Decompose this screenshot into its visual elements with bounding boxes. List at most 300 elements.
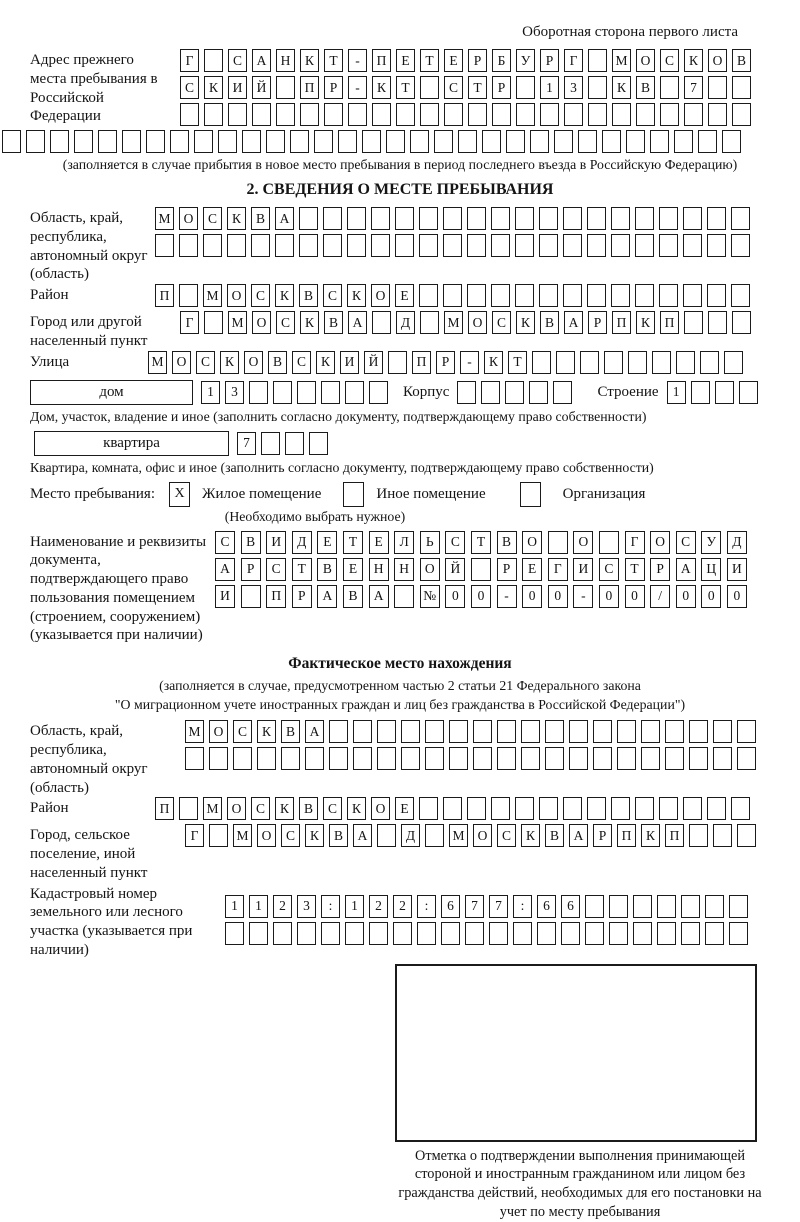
char-box[interactable]: 0 xyxy=(625,585,645,608)
char-box[interactable] xyxy=(467,207,486,230)
char-box[interactable] xyxy=(516,103,535,126)
char-box[interactable] xyxy=(345,922,364,945)
char-box[interactable]: А xyxy=(369,585,389,608)
char-box[interactable] xyxy=(309,432,328,455)
char-box[interactable] xyxy=(684,103,703,126)
char-box[interactable] xyxy=(585,922,604,945)
char-box[interactable]: А xyxy=(353,824,372,847)
char-box[interactable]: Р xyxy=(292,585,312,608)
char-box[interactable] xyxy=(713,747,732,770)
char-box[interactable] xyxy=(417,922,436,945)
char-box[interactable]: Р xyxy=(540,49,559,72)
char-box[interactable] xyxy=(521,747,540,770)
char-box[interactable]: Т xyxy=(625,558,645,581)
char-box[interactable] xyxy=(467,797,486,820)
char-box[interactable] xyxy=(732,103,751,126)
char-box[interactable] xyxy=(635,284,654,307)
char-box[interactable] xyxy=(275,234,294,257)
char-box[interactable]: В xyxy=(329,824,348,847)
char-box[interactable] xyxy=(170,130,189,153)
char-box[interactable]: С xyxy=(233,720,252,743)
char-box[interactable] xyxy=(731,207,750,230)
char-box[interactable]: О xyxy=(227,284,246,307)
char-box[interactable]: Г xyxy=(564,49,583,72)
char-box[interactable]: Р xyxy=(593,824,612,847)
char-box[interactable]: О xyxy=(252,311,271,334)
char-box[interactable] xyxy=(705,922,724,945)
char-box[interactable]: Й xyxy=(364,351,383,374)
char-box[interactable] xyxy=(578,130,597,153)
char-box[interactable]: А xyxy=(569,824,588,847)
char-box[interactable]: К xyxy=(641,824,660,847)
char-box[interactable]: А xyxy=(317,585,337,608)
checkbox-organizatsiya[interactable] xyxy=(520,482,541,507)
char-box[interactable]: К xyxy=(372,76,391,99)
char-box[interactable]: О xyxy=(257,824,276,847)
char-box[interactable] xyxy=(491,284,510,307)
char-box[interactable]: В xyxy=(281,720,300,743)
char-box[interactable] xyxy=(347,234,366,257)
char-box[interactable]: О xyxy=(371,284,390,307)
char-box[interactable]: О xyxy=(636,49,655,72)
char-box[interactable]: И xyxy=(215,585,235,608)
char-box[interactable] xyxy=(420,103,439,126)
char-box[interactable]: С xyxy=(266,558,286,581)
char-box[interactable] xyxy=(691,381,710,404)
char-box[interactable]: С xyxy=(444,76,463,99)
char-box[interactable] xyxy=(585,895,604,918)
char-box[interactable]: П xyxy=(266,585,286,608)
char-box[interactable] xyxy=(273,381,292,404)
char-box[interactable] xyxy=(396,103,415,126)
char-box[interactable] xyxy=(593,747,612,770)
char-box[interactable] xyxy=(529,381,548,404)
char-box[interactable] xyxy=(617,720,636,743)
char-box[interactable] xyxy=(204,103,223,126)
char-box[interactable] xyxy=(371,207,390,230)
char-box[interactable] xyxy=(537,922,556,945)
char-box[interactable] xyxy=(539,797,558,820)
char-box[interactable] xyxy=(588,103,607,126)
char-box[interactable]: Р xyxy=(468,49,487,72)
char-box[interactable] xyxy=(203,234,222,257)
char-box[interactable] xyxy=(545,747,564,770)
char-box[interactable] xyxy=(611,797,630,820)
char-box[interactable] xyxy=(588,76,607,99)
char-box[interactable] xyxy=(314,130,333,153)
char-box[interactable] xyxy=(554,130,573,153)
char-box[interactable] xyxy=(194,130,213,153)
char-box[interactable] xyxy=(635,797,654,820)
char-box[interactable] xyxy=(657,895,676,918)
char-box[interactable]: К xyxy=(347,797,366,820)
char-box[interactable] xyxy=(377,747,396,770)
char-box[interactable] xyxy=(713,824,732,847)
char-box[interactable] xyxy=(724,351,743,374)
char-box[interactable] xyxy=(683,797,702,820)
char-box[interactable]: М xyxy=(203,797,222,820)
char-box[interactable] xyxy=(393,922,412,945)
char-box[interactable]: С xyxy=(292,351,311,374)
char-box[interactable]: Е xyxy=(317,531,337,554)
char-box[interactable]: С xyxy=(497,824,516,847)
char-box[interactable] xyxy=(419,207,438,230)
char-box[interactable] xyxy=(556,351,575,374)
char-box[interactable] xyxy=(635,207,654,230)
char-box[interactable] xyxy=(659,234,678,257)
char-box[interactable] xyxy=(297,922,316,945)
char-box[interactable] xyxy=(467,234,486,257)
char-box[interactable] xyxy=(707,207,726,230)
char-box[interactable]: Д xyxy=(292,531,312,554)
char-box[interactable] xyxy=(482,130,501,153)
char-box[interactable]: О xyxy=(573,531,593,554)
char-box[interactable]: О xyxy=(179,207,198,230)
char-box[interactable]: Ц xyxy=(701,558,721,581)
char-box[interactable]: 1 xyxy=(201,381,220,404)
char-box[interactable] xyxy=(489,922,508,945)
char-box[interactable]: 1 xyxy=(249,895,268,918)
char-box[interactable]: Г xyxy=(625,531,645,554)
char-box[interactable] xyxy=(732,311,751,334)
char-box[interactable] xyxy=(641,720,660,743)
char-box[interactable] xyxy=(569,747,588,770)
char-box[interactable] xyxy=(513,922,532,945)
char-box[interactable] xyxy=(377,824,396,847)
char-box[interactable] xyxy=(729,895,748,918)
char-box[interactable]: : xyxy=(417,895,436,918)
char-box[interactable] xyxy=(587,234,606,257)
char-box[interactable] xyxy=(233,747,252,770)
char-box[interactable] xyxy=(395,234,414,257)
char-box[interactable]: Й xyxy=(252,76,271,99)
char-box[interactable]: М xyxy=(203,284,222,307)
char-box[interactable] xyxy=(530,130,549,153)
char-box[interactable] xyxy=(297,381,316,404)
char-box[interactable] xyxy=(249,922,268,945)
char-box[interactable] xyxy=(660,103,679,126)
char-box[interactable] xyxy=(689,720,708,743)
char-box[interactable] xyxy=(689,824,708,847)
char-box[interactable]: 3 xyxy=(564,76,583,99)
char-box[interactable]: Р xyxy=(492,76,511,99)
char-box[interactable] xyxy=(471,558,491,581)
char-box[interactable] xyxy=(652,351,671,374)
char-box[interactable] xyxy=(707,797,726,820)
char-box[interactable] xyxy=(497,720,516,743)
char-box[interactable] xyxy=(553,381,572,404)
char-box[interactable] xyxy=(372,103,391,126)
char-box[interactable]: Н xyxy=(276,49,295,72)
char-box[interactable] xyxy=(515,797,534,820)
char-box[interactable] xyxy=(731,797,750,820)
char-box[interactable]: У xyxy=(516,49,535,72)
char-box[interactable] xyxy=(338,130,357,153)
char-box[interactable]: В xyxy=(324,311,343,334)
char-box[interactable]: Т xyxy=(343,531,363,554)
char-box[interactable] xyxy=(434,130,453,153)
char-box[interactable] xyxy=(179,234,198,257)
char-box[interactable]: А xyxy=(215,558,235,581)
char-box[interactable] xyxy=(98,130,117,153)
char-box[interactable] xyxy=(353,747,372,770)
char-box[interactable] xyxy=(564,103,583,126)
char-box[interactable] xyxy=(689,747,708,770)
char-box[interactable] xyxy=(515,207,534,230)
char-box[interactable]: С xyxy=(215,531,235,554)
char-box[interactable] xyxy=(587,797,606,820)
char-box[interactable]: / xyxy=(650,585,670,608)
char-box[interactable]: К xyxy=(316,351,335,374)
char-box[interactable]: 0 xyxy=(599,585,619,608)
char-box[interactable] xyxy=(252,103,271,126)
char-box[interactable] xyxy=(204,311,223,334)
char-box[interactable] xyxy=(74,130,93,153)
char-box[interactable] xyxy=(548,531,568,554)
char-box[interactable] xyxy=(657,922,676,945)
char-box[interactable] xyxy=(443,284,462,307)
char-box[interactable]: П xyxy=(660,311,679,334)
char-box[interactable]: О xyxy=(473,824,492,847)
char-box[interactable]: П xyxy=(612,311,631,334)
char-box[interactable] xyxy=(737,824,756,847)
char-box[interactable] xyxy=(705,895,724,918)
char-box[interactable] xyxy=(249,381,268,404)
char-box[interactable] xyxy=(521,720,540,743)
char-box[interactable] xyxy=(321,922,340,945)
char-box[interactable]: Т xyxy=(420,49,439,72)
char-box[interactable]: И xyxy=(228,76,247,99)
char-box[interactable] xyxy=(209,824,228,847)
char-box[interactable]: И xyxy=(266,531,286,554)
char-box[interactable] xyxy=(443,207,462,230)
char-box[interactable]: - xyxy=(348,49,367,72)
char-box[interactable] xyxy=(443,797,462,820)
char-box[interactable]: С xyxy=(281,824,300,847)
char-box[interactable]: О xyxy=(522,531,542,554)
char-box[interactable] xyxy=(626,130,645,153)
char-box[interactable]: М xyxy=(449,824,468,847)
char-box[interactable]: С xyxy=(445,531,465,554)
char-box[interactable] xyxy=(515,234,534,257)
char-box[interactable]: Т xyxy=(396,76,415,99)
char-box[interactable] xyxy=(285,432,304,455)
char-box[interactable]: К xyxy=(275,284,294,307)
char-box[interactable] xyxy=(323,234,342,257)
char-box[interactable] xyxy=(468,103,487,126)
char-box[interactable]: П xyxy=(155,284,174,307)
char-box[interactable]: К xyxy=(300,49,319,72)
char-box[interactable]: С xyxy=(276,311,295,334)
char-box[interactable]: Т xyxy=(508,351,527,374)
char-box[interactable] xyxy=(491,797,510,820)
char-box[interactable]: В xyxy=(268,351,287,374)
checkbox-inoe[interactable] xyxy=(343,482,364,507)
char-box[interactable] xyxy=(599,531,619,554)
char-box[interactable] xyxy=(388,351,407,374)
char-box[interactable]: В xyxy=(540,311,559,334)
char-box[interactable]: М xyxy=(228,311,247,334)
char-box[interactable] xyxy=(348,103,367,126)
char-box[interactable] xyxy=(713,720,732,743)
char-box[interactable] xyxy=(449,720,468,743)
char-box[interactable]: О xyxy=(468,311,487,334)
char-box[interactable] xyxy=(394,585,414,608)
char-box[interactable] xyxy=(419,234,438,257)
char-box[interactable]: С xyxy=(251,797,270,820)
char-box[interactable] xyxy=(491,234,510,257)
char-box[interactable] xyxy=(708,76,727,99)
char-box[interactable] xyxy=(681,895,700,918)
char-box[interactable]: 1 xyxy=(540,76,559,99)
char-box[interactable] xyxy=(593,720,612,743)
char-box[interactable] xyxy=(305,747,324,770)
char-box[interactable]: М xyxy=(233,824,252,847)
char-box[interactable] xyxy=(443,234,462,257)
char-box[interactable]: Г xyxy=(548,558,568,581)
char-box[interactable] xyxy=(2,130,21,153)
char-box[interactable] xyxy=(737,747,756,770)
char-box[interactable]: 6 xyxy=(561,895,580,918)
char-box[interactable] xyxy=(281,747,300,770)
char-box[interactable]: Д xyxy=(727,531,747,554)
char-box[interactable] xyxy=(323,207,342,230)
char-box[interactable] xyxy=(122,130,141,153)
char-box[interactable] xyxy=(155,234,174,257)
char-box[interactable]: Т xyxy=(324,49,343,72)
char-box[interactable] xyxy=(185,747,204,770)
char-box[interactable]: 7 xyxy=(237,432,256,455)
char-box[interactable]: Н xyxy=(369,558,389,581)
char-box[interactable] xyxy=(588,49,607,72)
char-box[interactable]: 3 xyxy=(297,895,316,918)
char-box[interactable]: П xyxy=(155,797,174,820)
char-box[interactable] xyxy=(683,207,702,230)
char-box[interactable] xyxy=(737,720,756,743)
char-box[interactable] xyxy=(611,234,630,257)
char-box[interactable]: Р xyxy=(588,311,607,334)
char-box[interactable]: Е xyxy=(444,49,463,72)
char-box[interactable]: Р xyxy=(436,351,455,374)
char-box[interactable]: - xyxy=(497,585,517,608)
char-box[interactable]: В xyxy=(299,284,318,307)
char-box[interactable]: П xyxy=(617,824,636,847)
char-box[interactable]: № xyxy=(420,585,440,608)
char-box[interactable] xyxy=(739,381,758,404)
char-box[interactable] xyxy=(604,351,623,374)
char-box[interactable]: : xyxy=(321,895,340,918)
char-box[interactable] xyxy=(665,720,684,743)
char-box[interactable] xyxy=(633,895,652,918)
char-box[interactable]: Г xyxy=(180,49,199,72)
char-box[interactable] xyxy=(491,207,510,230)
char-box[interactable]: В xyxy=(497,531,517,554)
char-box[interactable] xyxy=(532,351,551,374)
char-box[interactable]: : xyxy=(513,895,532,918)
char-box[interactable] xyxy=(611,207,630,230)
char-box[interactable]: Ь xyxy=(420,531,440,554)
char-box[interactable] xyxy=(362,130,381,153)
char-box[interactable] xyxy=(587,207,606,230)
char-box[interactable]: Р xyxy=(241,558,261,581)
char-box[interactable]: К xyxy=(275,797,294,820)
char-box[interactable]: О xyxy=(650,531,670,554)
char-box[interactable]: О xyxy=(227,797,246,820)
char-box[interactable]: А xyxy=(564,311,583,334)
char-box[interactable]: Т xyxy=(468,76,487,99)
char-box[interactable]: К xyxy=(484,351,503,374)
char-box[interactable] xyxy=(425,747,444,770)
char-box[interactable]: 0 xyxy=(676,585,696,608)
char-box[interactable] xyxy=(218,130,237,153)
char-box[interactable]: - xyxy=(460,351,479,374)
char-box[interactable] xyxy=(204,49,223,72)
char-box[interactable]: А xyxy=(348,311,367,334)
char-box[interactable] xyxy=(708,311,727,334)
char-box[interactable] xyxy=(386,130,405,153)
char-box[interactable]: В xyxy=(299,797,318,820)
char-box[interactable]: И xyxy=(573,558,593,581)
char-box[interactable]: 2 xyxy=(273,895,292,918)
char-box[interactable] xyxy=(242,130,261,153)
char-box[interactable] xyxy=(602,130,621,153)
char-box[interactable]: Р xyxy=(324,76,343,99)
char-box[interactable] xyxy=(561,922,580,945)
char-box[interactable] xyxy=(419,797,438,820)
char-box[interactable] xyxy=(563,797,582,820)
char-box[interactable]: О xyxy=(371,797,390,820)
char-box[interactable]: Е xyxy=(369,531,389,554)
char-box[interactable] xyxy=(425,720,444,743)
char-box[interactable]: Й xyxy=(445,558,465,581)
char-box[interactable] xyxy=(257,747,276,770)
char-box[interactable]: Е xyxy=(395,284,414,307)
char-box[interactable] xyxy=(457,381,476,404)
char-box[interactable] xyxy=(467,284,486,307)
char-box[interactable] xyxy=(372,311,391,334)
char-box[interactable] xyxy=(473,747,492,770)
char-box[interactable] xyxy=(707,284,726,307)
char-box[interactable]: К xyxy=(257,720,276,743)
char-box[interactable] xyxy=(420,311,439,334)
char-box[interactable]: С xyxy=(180,76,199,99)
char-box[interactable]: С xyxy=(660,49,679,72)
char-box[interactable]: Д xyxy=(396,311,415,334)
char-box[interactable] xyxy=(665,747,684,770)
char-box[interactable]: Е xyxy=(522,558,542,581)
char-box[interactable] xyxy=(708,103,727,126)
char-box[interactable]: 6 xyxy=(537,895,556,918)
char-box[interactable]: Д xyxy=(401,824,420,847)
char-box[interactable] xyxy=(683,284,702,307)
char-box[interactable] xyxy=(419,284,438,307)
char-box[interactable]: В xyxy=(636,76,655,99)
char-box[interactable]: В xyxy=(343,585,363,608)
char-box[interactable] xyxy=(401,720,420,743)
char-box[interactable]: М xyxy=(185,720,204,743)
char-box[interactable]: В xyxy=(732,49,751,72)
char-box[interactable]: С xyxy=(676,531,696,554)
char-box[interactable] xyxy=(563,284,582,307)
char-box[interactable]: К xyxy=(347,284,366,307)
char-box[interactable] xyxy=(371,234,390,257)
char-box[interactable] xyxy=(612,103,631,126)
char-box[interactable] xyxy=(732,76,751,99)
char-box[interactable] xyxy=(681,922,700,945)
char-box[interactable]: 0 xyxy=(445,585,465,608)
char-box[interactable] xyxy=(659,284,678,307)
char-box[interactable]: 1 xyxy=(225,895,244,918)
